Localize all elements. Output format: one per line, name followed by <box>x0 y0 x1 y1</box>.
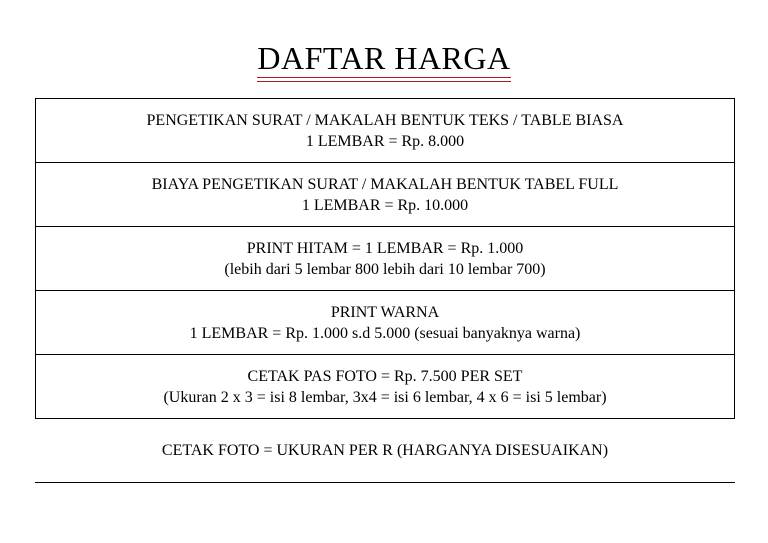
price-row-typing-table <box>35 163 735 227</box>
price-row-price: 1 LEMBAR = Rp. 10.000 <box>301 196 469 214</box>
price-row-print-black <box>35 227 735 291</box>
page-title <box>257 40 510 78</box>
price-row-price: 1 LEMBAR = Rp. 1.000 s.d 5.000 (sesuai banyaknya warna) <box>189 324 581 342</box>
page-title-label: DAFTAR HARGA <box>257 40 511 76</box>
price-row-description: CETAK FOTO = UKURAN PER R (HARGANYA DISESUAIKAN) <box>161 442 609 459</box>
price-row-note: (Ukuran 2 x 3 = isi 8 lembar, 3x4 = isi 6 lembar, 4 x 6 = isi 5 lembar) <box>163 388 607 406</box>
price-row-price: 1 LEMBAR = Rp. 8.000 <box>305 132 465 150</box>
page-title-container <box>0 40 768 78</box>
price-row-description: PRINT HITAM = 1 LEMBAR = Rp. 1.000 <box>246 239 524 257</box>
price-row-note: (lebih dari 5 lembar 800 lebih dari 10 lembar 700) <box>224 260 546 278</box>
price-row-description: PENGETIKAN SURAT / MAKALAH BENTUK TEKS / TABLE BIASA <box>146 111 624 129</box>
price-list-table <box>35 98 735 483</box>
title-double-underline <box>257 77 510 82</box>
price-row-description: CETAK PAS FOTO = Rp. 7.500 PER SET <box>247 367 523 385</box>
price-row-photo-print <box>35 419 735 483</box>
price-row-description: BIAYA PENGETIKAN SURAT / MAKALAH BENTUK TABEL FULL <box>151 175 619 193</box>
price-row-description: PRINT WARNA <box>330 303 440 321</box>
price-row-print-color <box>35 291 735 355</box>
price-row-pass-photo <box>35 355 735 419</box>
price-row-typing-text <box>35 99 735 163</box>
